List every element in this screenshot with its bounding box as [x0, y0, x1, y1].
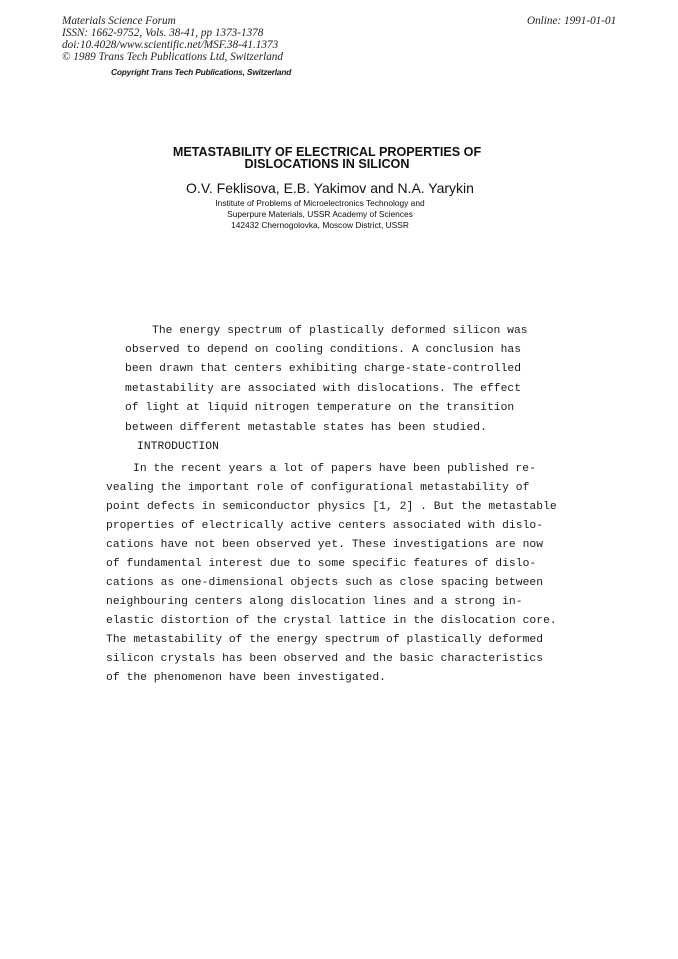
intro-line: properties of electrically active centers associated with dislo-: [106, 520, 544, 532]
abstract-line: metastability are associated with dislocations. The effect: [125, 383, 522, 395]
issn-line: ISSN: 1662-9752, Vols. 38-41, pp 1373-1378: [62, 27, 264, 39]
abstract-line: between different metastable states has been studied.: [125, 422, 487, 434]
intro-line: neighbouring centers along dislocation lines and a strong in-: [106, 596, 523, 608]
abstract-line: of light at liquid nitrogen temperature on the transition: [125, 402, 515, 414]
abstract-line: The energy spectrum of plastically deformed silicon was: [152, 325, 528, 337]
online-date: Online: 1991-01-01: [527, 15, 617, 27]
intro-line: In the recent years a lot of papers have been published re-: [133, 463, 536, 475]
intro-line: cations have not been observed yet. These investigations are now: [106, 539, 544, 551]
intro-line: of fundamental interest due to some specific features of dislo-: [106, 558, 537, 570]
intro-line: silicon crystals has been observed and the basic characteristics: [106, 653, 544, 665]
section-heading: INTRODUCTION: [137, 441, 219, 453]
affiliation-line-1: Institute of Problems of Microelectronics Technology and: [215, 198, 425, 208]
intro-line: of the phenomenon have been investigated.: [106, 672, 386, 684]
copyright-line: © 1989 Trans Tech Publications Ltd, Switzerland: [62, 51, 283, 63]
copyright-stamp: Copyright Trans Tech Publications, Switzerland: [111, 67, 292, 77]
abstract-line: observed to depend on cooling conditions. A conclusion has: [125, 344, 522, 356]
affiliation-line-2: Superpure Materials, USSR Academy of Sciences: [227, 209, 413, 219]
intro-line: The metastability of the energy spectrum of plastically deformed: [106, 634, 544, 646]
intro-line: cations as one-dimensional objects such as close spacing between: [106, 577, 544, 589]
paper-title-line-2: DISLOCATIONS IN SILICON: [244, 157, 410, 171]
journal-name: Materials Science Forum: [62, 15, 176, 27]
affiliation-line-3: 142432 Chernogolovka, Moscow District, USSR: [231, 220, 409, 230]
intro-line: vealing the important role of configurational metastability of: [106, 482, 530, 494]
abstract-line: been drawn that centers exhibiting charge-state-controlled: [125, 363, 522, 375]
author-list: O.V. Feklisova, E.B. Yakimov and N.A. Yarykin: [186, 180, 474, 196]
intro-line: point defects in semiconductor physics [1, 2] . But the metastable: [106, 501, 557, 513]
paper-title-line-1: METASTABILITY OF ELECTRICAL PROPERTIES OF: [172, 145, 482, 159]
doi-link[interactable]: doi:10.4028/www.scientific.net/MSF.38-41.1373: [62, 39, 279, 51]
intro-line: elastic distortion of the crystal lattice in the dislocation core.: [106, 615, 557, 627]
